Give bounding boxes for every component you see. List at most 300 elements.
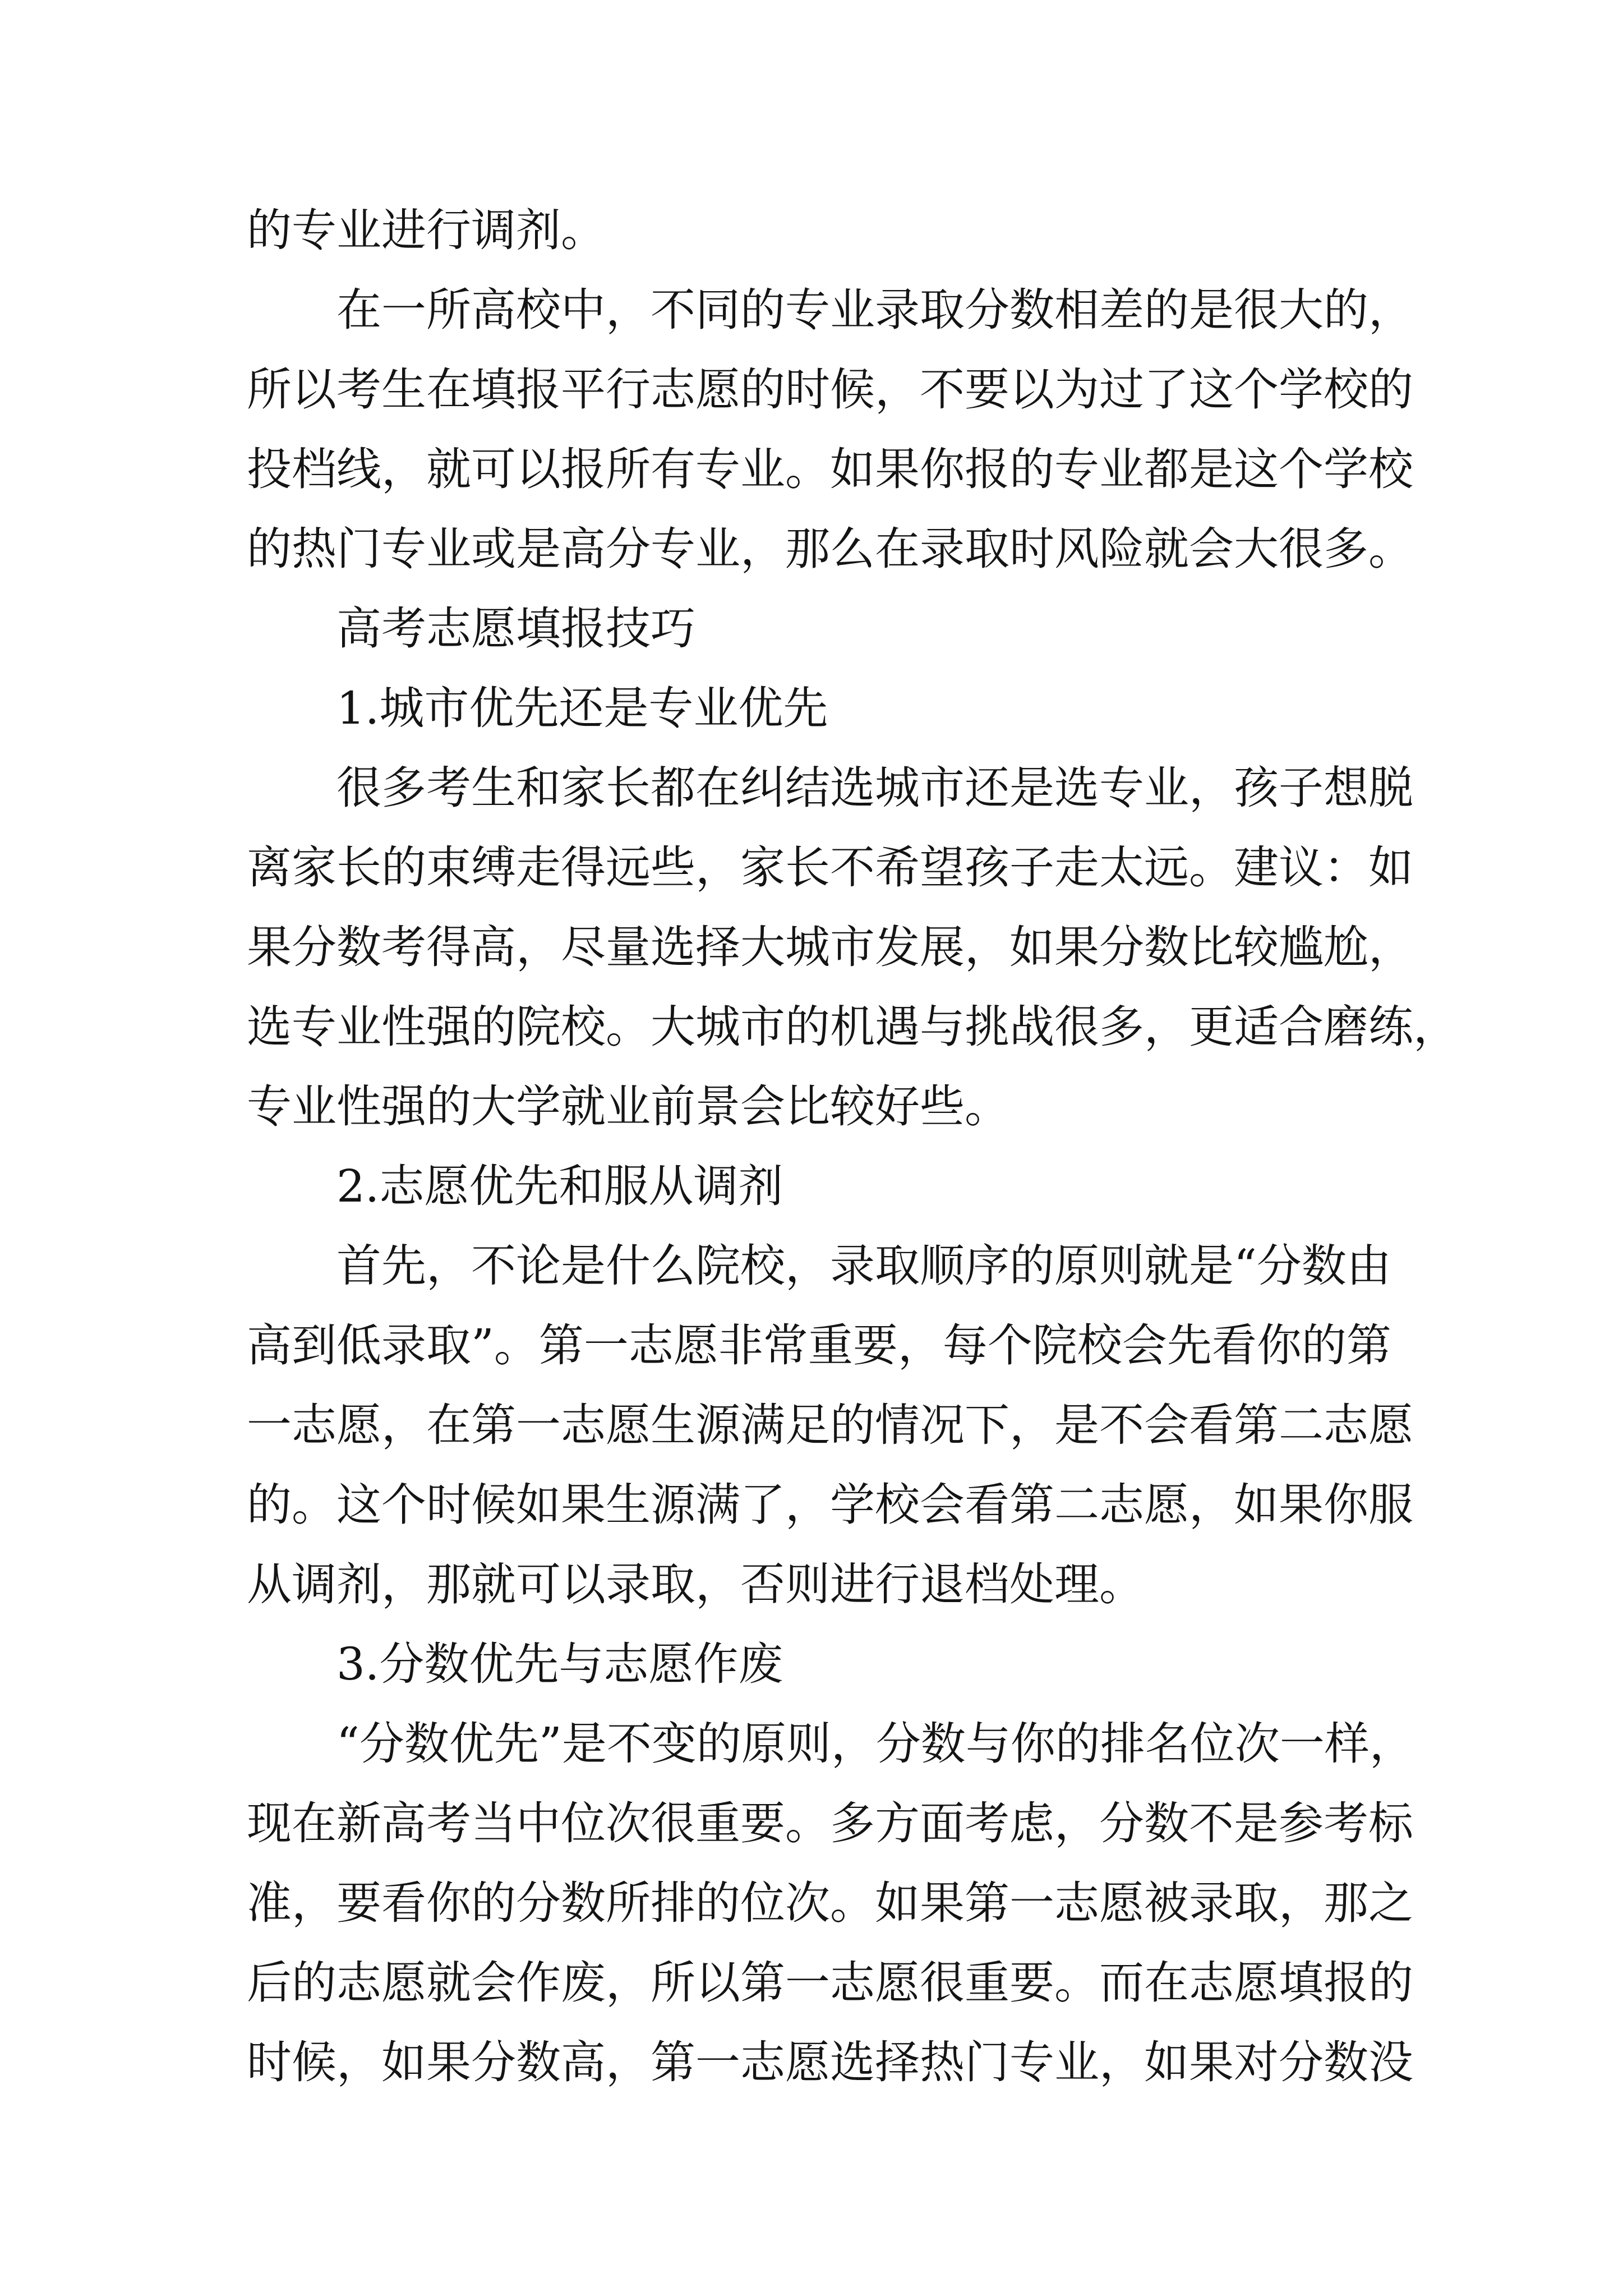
text-char: ，: [831, 1718, 876, 1770]
text-char: 平: [561, 364, 606, 416]
text-char: 不: [830, 841, 875, 894]
text-char: 会: [1122, 1319, 1167, 1372]
text-char: 走: [516, 841, 561, 894]
text-char: 校: [516, 284, 561, 336]
text-char: 。: [1368, 523, 1413, 575]
text-char: 高: [471, 284, 516, 336]
text-char: ，: [1413, 1001, 1458, 1053]
text-char: 愿: [785, 2036, 830, 2088]
text-char: 专: [1009, 2036, 1054, 2088]
text-char: 要: [1009, 1957, 1054, 2009]
text-char: ，: [1009, 1399, 1054, 1451]
text-char: 的: [1324, 284, 1368, 336]
text-char: 要: [852, 1319, 898, 1372]
text-char: 有: [651, 443, 695, 495]
text-char: 虑: [1009, 1797, 1054, 1849]
text-char: 个: [1234, 364, 1279, 416]
text-char: 热: [920, 2036, 965, 2088]
text-line: [247, 430, 1413, 509]
text-char: 了: [740, 1479, 785, 1531]
text-char: ，: [875, 364, 920, 416]
text-char: 变: [651, 1718, 697, 1770]
text-char: 是: [1009, 762, 1054, 814]
text-char: 满: [740, 1399, 785, 1451]
text-char: 多: [830, 1797, 875, 1849]
text-char: 的: [471, 1001, 516, 1053]
text-char: 候: [471, 1479, 516, 1531]
text-char: 险: [1099, 523, 1144, 575]
text-char: 愿: [695, 364, 740, 416]
text-char: 志: [830, 1957, 875, 2009]
text-char: 高: [561, 523, 606, 575]
text-char: 校: [1368, 443, 1413, 495]
text-char: 分: [516, 1877, 561, 1929]
text-char: 原: [741, 1718, 786, 1770]
text-char: 的: [695, 1877, 740, 1929]
text-char: 业: [740, 443, 785, 495]
text-char: 尴: [1279, 921, 1324, 973]
text-char: 位: [740, 1877, 785, 1929]
text-char: 分: [875, 1718, 921, 1770]
text-char: 量: [606, 921, 651, 973]
text-char: 市: [740, 1001, 785, 1053]
text-char: 很: [651, 1797, 695, 1849]
text-char: 你: [920, 443, 965, 495]
text-char: 考: [426, 1797, 471, 1849]
text-char: 专: [651, 523, 695, 575]
text-char: 标: [1368, 1797, 1413, 1849]
text-char: 分: [471, 2036, 516, 2088]
text-char: 更: [1189, 1001, 1234, 1053]
text-char: 与: [920, 1001, 965, 1053]
text-char: 很: [920, 1957, 965, 2009]
text-char: 首: [336, 1240, 381, 1292]
text-char: 果: [247, 921, 292, 973]
text-line: [247, 987, 1458, 1067]
text-char: 还: [965, 762, 1009, 814]
text-char: 希: [875, 841, 920, 894]
text-char: 愿: [336, 1399, 381, 1451]
text-char: 。: [494, 1319, 539, 1372]
text-char: 专: [381, 523, 426, 575]
text-char: 业: [695, 523, 740, 575]
text-char: 。: [785, 443, 830, 495]
text-char: 的: [696, 1718, 741, 1770]
text-char: 都: [1144, 443, 1189, 495]
text-char: 果: [1054, 921, 1099, 973]
text-char: 以: [516, 443, 561, 495]
text-char: 考: [1324, 1797, 1368, 1849]
text-char: 先: [494, 1718, 539, 1770]
text-char: “: [336, 1718, 359, 1770]
text-char: 一: [785, 1957, 830, 2009]
text-char: 的: [1009, 443, 1054, 495]
text-char: 服: [1368, 1479, 1413, 1531]
text-char: 学: [1324, 443, 1368, 495]
text-line: [247, 1784, 1413, 1864]
text-char: 果: [1189, 2036, 1234, 2088]
text-char: 的: [1144, 284, 1189, 336]
text-char: 样: [1324, 1718, 1370, 1770]
text-char: 较: [1234, 921, 1279, 973]
text-char: 次: [606, 1797, 651, 1849]
text-char: 多: [1099, 1001, 1144, 1053]
text-char: 满: [695, 1479, 740, 1531]
text-line: 专业性强的大学就业前景会比较好些。: [247, 1080, 1009, 1133]
text-char: 时: [785, 364, 830, 416]
text-line: 高考志愿填报技巧: [336, 602, 695, 655]
text-char: 新: [336, 1797, 381, 1849]
text-line: [247, 270, 1413, 350]
text-char: 业: [426, 523, 471, 575]
text-char: 非: [718, 1319, 763, 1372]
text-char: 大: [651, 1001, 695, 1053]
text-char: 业: [1144, 762, 1189, 814]
text-char: 和: [516, 762, 561, 814]
text-char: 不: [920, 364, 965, 416]
text-char: 不: [1189, 1797, 1234, 1849]
text-char: 远: [1144, 841, 1189, 894]
text-char: 数: [1009, 284, 1054, 336]
text-char: 数: [336, 921, 381, 973]
text-char: 录: [381, 1319, 426, 1372]
text-char: ，: [1099, 2036, 1144, 2088]
text-char: 么: [830, 523, 875, 575]
text-char: 这: [1189, 364, 1234, 416]
text-char: 子: [1009, 841, 1054, 894]
text-char: 的: [247, 523, 292, 575]
text-char: 展: [920, 921, 965, 973]
text-line: [247, 1864, 1413, 1943]
text-char: 排: [1100, 1718, 1145, 1770]
text-char: 志: [1054, 1877, 1099, 1929]
text-char: 你: [1324, 1479, 1368, 1531]
text-char: 就: [426, 443, 471, 495]
text-char: 长: [606, 762, 651, 814]
text-char: 愿: [875, 1957, 920, 2009]
text-char: 而: [1099, 1957, 1144, 2009]
text-char: 。: [1189, 841, 1234, 894]
text-char: 学: [1279, 364, 1324, 416]
text-char: 子: [1279, 762, 1324, 814]
text-char: 志: [651, 364, 695, 416]
text-char: 不: [1099, 1399, 1144, 1451]
text-char: 你: [426, 1877, 471, 1929]
text-char: 是: [1234, 1797, 1279, 1849]
text-char: 生: [651, 1399, 695, 1451]
text-line: [247, 509, 1413, 589]
text-char: 走: [1054, 841, 1099, 894]
text-char: 挑: [965, 1001, 1009, 1053]
text-char: 的: [1055, 1718, 1100, 1770]
text-char: 次: [1234, 1718, 1280, 1770]
text-char: 愿: [1368, 1399, 1413, 1451]
text-char: 业: [1054, 2036, 1099, 2088]
text-char: 的: [740, 284, 785, 336]
text-char: 校: [1324, 364, 1368, 416]
text-char: 下: [965, 1399, 1009, 1451]
text-char: 束: [426, 841, 471, 894]
text-char: 的: [247, 1479, 292, 1531]
text-char: 废: [561, 1957, 606, 2009]
text-char: 第: [1234, 1399, 1279, 1451]
text-char: 了: [1144, 364, 1189, 416]
text-char: 分: [1099, 1797, 1144, 1849]
text-char: 先: [1166, 1319, 1212, 1372]
text-char: 会: [920, 1479, 965, 1531]
text-char: 先: [381, 1240, 426, 1292]
text-char: 就: [1144, 1240, 1189, 1292]
text-char: 选: [247, 1001, 292, 1053]
text-char: 序: [965, 1240, 1009, 1292]
text-char: 数: [1144, 1797, 1189, 1849]
text-char: 如: [1234, 1479, 1279, 1531]
text-char: 院: [1032, 1319, 1077, 1372]
text-char: 长: [336, 841, 381, 894]
text-char: 取: [1234, 1877, 1279, 1929]
text-char: 常: [763, 1319, 808, 1372]
text-char: 线: [336, 443, 381, 495]
text-char: 要: [740, 1797, 785, 1849]
text-char: 是: [561, 1718, 607, 1770]
text-char: 选: [651, 921, 695, 973]
text-char: 如: [875, 1877, 920, 1929]
text-char: 校: [561, 1001, 606, 1053]
text-char: 低: [336, 1319, 381, 1372]
text-char: 很: [1234, 284, 1279, 336]
text-char: 次: [785, 1877, 830, 1929]
text-char: ，: [1368, 284, 1413, 336]
text-char: 强: [426, 1001, 471, 1053]
text-char: 尬: [1324, 921, 1368, 973]
text-char: 名: [1145, 1718, 1190, 1770]
text-char: 取: [965, 523, 1009, 575]
text-char: 考: [965, 1797, 1009, 1849]
text-char: 相: [1054, 284, 1099, 336]
text-line: [247, 1306, 1391, 1386]
text-char: 考: [381, 921, 426, 973]
text-char: 大: [1279, 284, 1324, 336]
text-char: 第: [1009, 1479, 1054, 1531]
text-char: 那: [1324, 1877, 1368, 1929]
text-char: 太: [1099, 841, 1144, 894]
text-char: 数: [404, 1718, 449, 1770]
text-char: 数: [561, 1877, 606, 1929]
text-char: 得: [426, 921, 471, 973]
text-char: 第: [471, 1399, 516, 1451]
text-char: 合: [1279, 1001, 1324, 1053]
text-char: 取: [426, 1319, 471, 1372]
text-char: 远: [606, 841, 651, 894]
text-char: 录: [875, 284, 920, 336]
text-char: 大: [1234, 523, 1279, 575]
text-char: 院: [516, 1001, 561, 1053]
text-line: 3.分数优先与志愿作废: [336, 1638, 783, 1690]
text-char: 生: [606, 1479, 651, 1531]
text-char: 性: [381, 1001, 426, 1053]
text-char: 可: [471, 443, 516, 495]
text-char: ，: [606, 284, 651, 336]
text-char: 愿: [606, 1399, 651, 1451]
text-char: ，: [606, 1957, 651, 2009]
text-line: 从调剂，那就可以录取，否则进行退档处理。: [247, 1558, 1144, 1611]
text-char: 适: [1234, 1001, 1279, 1053]
text-char: 志: [1324, 1399, 1368, 1451]
text-char: ，: [785, 1240, 830, 1292]
text-char: 选: [830, 2036, 875, 2088]
text-char: 录: [830, 1240, 875, 1292]
text-char: 分: [1256, 1240, 1302, 1292]
text-char: 很: [336, 762, 381, 814]
text-char: 足: [785, 1399, 830, 1451]
text-char: 参: [1279, 1797, 1324, 1849]
text-char: 分: [606, 523, 651, 575]
text-char: 数: [920, 1718, 966, 1770]
text-char: 看: [965, 1479, 1009, 1531]
text-char: ，: [1369, 1718, 1414, 1770]
text-char: ”: [538, 1718, 562, 1770]
text-char: 热: [292, 523, 336, 575]
text-char: 会: [1144, 1399, 1189, 1451]
text-char: 分: [1279, 2036, 1324, 2088]
text-char: 专: [1099, 762, 1144, 814]
text-char: 所: [606, 1877, 651, 1929]
text-char: ，: [965, 921, 1009, 973]
text-char: 业: [1099, 443, 1144, 495]
text-char: 与: [965, 1718, 1011, 1770]
text-char: 的: [1368, 1957, 1413, 2009]
text-char: 以: [1009, 364, 1054, 416]
text-char: 顺: [920, 1240, 965, 1292]
text-char: 分: [965, 284, 1009, 336]
document-page: [247, 191, 1458, 2102]
text-char: 第: [538, 1319, 584, 1372]
text-char: 你: [1010, 1718, 1055, 1770]
text-char: 。: [1054, 1957, 1099, 2009]
text-char: 则: [786, 1718, 831, 1770]
text-char: 志: [740, 2036, 785, 2088]
text-char: 没: [1368, 2036, 1413, 2088]
text-char: 在: [426, 1399, 471, 1451]
text-char: 的: [1368, 364, 1413, 416]
text-char: ，: [381, 443, 426, 495]
text-char: 所: [426, 284, 471, 336]
text-char: ，: [426, 1240, 471, 1292]
text-char: 建: [1234, 841, 1279, 894]
text-char: 多: [381, 762, 426, 814]
text-char: 为: [1054, 364, 1099, 416]
text-char: 果: [1279, 1479, 1324, 1531]
text-char: 现: [247, 1797, 292, 1849]
text-char: 一: [1279, 1718, 1325, 1770]
text-char: 高: [471, 921, 516, 973]
text-char: ，: [740, 523, 785, 575]
text-line: 的专业进行调剂。: [247, 204, 606, 256]
text-char: 个: [987, 1319, 1032, 1372]
text-char: 志: [1099, 1479, 1144, 1531]
text-char: 分: [359, 1718, 404, 1770]
text-char: ，: [292, 1877, 336, 1929]
text-char: 优: [449, 1718, 494, 1770]
text-char: 果: [426, 2036, 471, 2088]
text-char: 学: [830, 1479, 875, 1531]
text-char: 遇: [875, 1001, 920, 1053]
text-line: [247, 1386, 1413, 1465]
text-char: 每: [942, 1319, 988, 1372]
text-char: 在: [292, 1797, 336, 1849]
text-char: 家: [561, 762, 606, 814]
text-char: 孩: [1234, 762, 1279, 814]
text-char: 在: [426, 364, 471, 416]
text-char: 家: [292, 841, 336, 894]
text-char: 这: [1234, 443, 1279, 495]
text-char: 源: [651, 1479, 695, 1531]
text-char: 不: [606, 1718, 652, 1770]
text-char: 门: [336, 523, 381, 575]
text-char: 志: [561, 1399, 606, 1451]
text-char: 高: [381, 1797, 426, 1849]
text-char: 填: [471, 364, 516, 416]
text-char: 城: [695, 1001, 740, 1053]
text-char: 就: [426, 1957, 471, 2009]
text-char: 不: [471, 1240, 516, 1292]
text-char: 或: [471, 523, 516, 575]
text-char: 长: [785, 841, 830, 894]
text-char: 想: [1324, 762, 1368, 814]
text-char: 之: [1368, 1877, 1413, 1929]
text-char: 看: [1189, 1399, 1234, 1451]
text-char: 况: [920, 1399, 965, 1451]
text-char: 在: [1144, 1957, 1189, 2009]
text-char: 是: [561, 1240, 606, 1292]
text-char: 得: [561, 841, 606, 894]
text-char: ，: [785, 1479, 830, 1531]
text-char: 志: [292, 1399, 336, 1451]
text-char: 第: [965, 1877, 1009, 1929]
text-char: 作: [516, 1957, 561, 2009]
text-char: 一: [695, 2036, 740, 2088]
text-char: 议: [1279, 841, 1324, 894]
text-char: 录: [920, 523, 965, 575]
text-char: 位: [561, 1797, 606, 1849]
text-char: ，: [695, 841, 740, 894]
text-char: 生: [381, 364, 426, 416]
text-char: 校: [740, 1240, 785, 1292]
text-char: 家: [740, 841, 785, 894]
text-line: [247, 1226, 1391, 1306]
text-char: 比: [1189, 921, 1234, 973]
text-char: 选: [830, 762, 875, 814]
text-char: 尽: [561, 921, 606, 973]
text-char: 大: [740, 921, 785, 973]
text-char: 。: [292, 1479, 336, 1531]
text-line: [247, 1704, 1414, 1784]
text-char: 会: [471, 1957, 516, 2009]
text-char: 如: [1368, 841, 1413, 894]
text-char: 同: [695, 284, 740, 336]
text-char: 的: [1009, 1240, 1054, 1292]
text-char: 的: [740, 364, 785, 416]
text-char: 志: [628, 1319, 674, 1372]
text-char: 中: [516, 1797, 561, 1849]
text-char: 院: [695, 1240, 740, 1292]
text-char: 选: [1054, 762, 1099, 814]
text-char: ：: [1324, 841, 1368, 894]
text-char: 志: [336, 1957, 381, 2009]
text-char: 原: [1054, 1240, 1099, 1292]
text-char: ，: [897, 1319, 943, 1372]
text-line: [247, 748, 1413, 828]
